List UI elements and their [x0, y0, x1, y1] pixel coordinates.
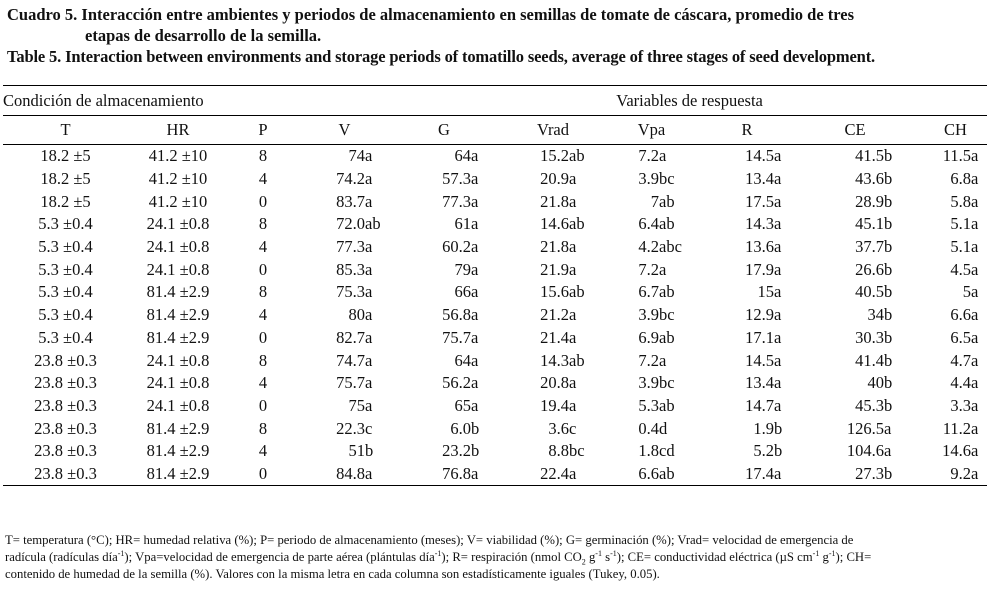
cell-v: 74.2	[336, 169, 366, 189]
cell-rl: a	[774, 237, 782, 257]
cell-cel: b	[884, 169, 893, 189]
cell-ch: 9.2	[910, 463, 971, 486]
cell-vpal: ab	[659, 395, 675, 415]
cell-gl: a	[471, 463, 497, 486]
cell-vpa: 7.2	[638, 259, 660, 279]
col-header-ch: CH	[910, 116, 987, 145]
cell-gl: a	[471, 169, 479, 189]
cell-ce: 104.6	[846, 441, 885, 461]
cell-gl: a	[471, 259, 479, 279]
cell-vrad: 15.6	[540, 282, 570, 302]
cell-ch: 5.1	[950, 237, 972, 257]
cell-p: 4	[258, 237, 268, 257]
cell-vl: ab	[365, 214, 381, 234]
cell-gl: a	[471, 282, 479, 302]
table-row	[3, 145, 987, 168]
cell-vpal: ab	[659, 214, 675, 234]
cell-ce: 37.7	[855, 237, 885, 257]
table-row	[3, 395, 987, 418]
cell-vpal: cd	[659, 441, 675, 461]
cell-ce: 34	[867, 305, 885, 325]
cell-chl: a	[971, 282, 979, 302]
col-header-r: R	[694, 116, 800, 145]
cell-chl: a	[971, 191, 979, 211]
cell-p: 0	[258, 191, 268, 211]
col-header-t: T	[3, 116, 128, 145]
cell-vradl: bc	[569, 441, 585, 461]
cell-vrad: 22.4	[497, 463, 569, 486]
caption-english: Table 5. Interaction between environments and storage periods of tomatillo seeds, average of three stages of seed development.	[7, 47, 876, 66]
cell-cel: a	[884, 441, 892, 461]
cell-vradl: ab	[569, 146, 585, 166]
cell-vl: b	[365, 441, 374, 461]
cell-vpal: a	[659, 350, 667, 370]
cell-ce: 43.6	[855, 169, 885, 189]
cell-gl: a	[471, 373, 479, 393]
cell-t: 5.3 ±0.4	[38, 237, 93, 257]
cell-v: 75	[348, 395, 366, 415]
table-body	[3, 145, 987, 486]
cell-ce: 45.1	[855, 214, 885, 234]
cell-chl: a	[971, 350, 979, 370]
cell-vradl: ab	[569, 282, 585, 302]
cell-v: 74.7	[336, 350, 366, 370]
cell-p: 8	[258, 146, 268, 166]
cell-vl: a	[365, 395, 373, 415]
cell-vrad: 21.4	[540, 327, 570, 347]
cell-g: 75.7	[442, 327, 472, 347]
cell-chl: a	[971, 327, 979, 347]
cell-cel: b	[884, 373, 893, 393]
cell-vradl: a	[569, 305, 577, 325]
cell-ch: 11.2	[942, 418, 972, 438]
cell-ch: 4.7	[950, 350, 972, 370]
cell-hr: 41.2 ±10	[148, 191, 208, 211]
cell-chl: a	[971, 305, 979, 325]
cell-r: 12.9	[745, 305, 775, 325]
cell-chl: a	[971, 146, 979, 166]
cell-r: 17.4	[694, 463, 774, 486]
table-row	[3, 168, 987, 191]
cell-rl: a	[774, 395, 782, 415]
cell-ch: 6.6	[950, 305, 972, 325]
cell-rl: a	[774, 327, 782, 347]
table-row	[3, 190, 987, 213]
cell-p: 8	[258, 214, 268, 234]
cell-gl: a	[471, 395, 479, 415]
table-row	[3, 236, 987, 259]
cell-cel: b	[884, 214, 893, 234]
col-header-v: V	[298, 116, 391, 145]
cell-rl: a	[774, 259, 782, 279]
cell-ce: 30.3	[855, 327, 885, 347]
cell-t: 18.2 ±5	[40, 191, 91, 211]
cell-hr: 81.4 ±2.9	[146, 327, 210, 347]
cell-cel: b	[884, 237, 893, 257]
cell-r: 13.4	[745, 373, 775, 393]
cell-vrad: 14.6	[540, 214, 570, 234]
cell-cel: b	[884, 191, 893, 211]
cell-r: 1.9	[753, 418, 775, 438]
cell-v: 51	[348, 441, 366, 461]
cell-vradl: a	[569, 327, 577, 347]
table-row	[3, 349, 987, 372]
cell-r: 14.5	[745, 350, 775, 370]
cell-t: 23.8 ±0.3	[34, 373, 97, 393]
cell-rl: a	[774, 373, 782, 393]
cell-hr: 24.1 ±0.8	[146, 259, 210, 279]
cell-vpa: 6.4	[638, 214, 660, 234]
cell-ch: 14.6	[942, 441, 972, 461]
cell-vl: a	[365, 237, 373, 257]
cell-rl: b	[774, 418, 783, 438]
cell-vl: a	[365, 373, 373, 393]
cell-v: 80	[348, 305, 366, 325]
cell-vpal: a	[659, 259, 667, 279]
cell-v: 75.7	[336, 373, 366, 393]
cell-vpa: 0.4	[638, 418, 660, 438]
cell-vpa: 7	[650, 191, 660, 211]
cell-vpal: a	[659, 146, 667, 166]
cell-cel: b	[884, 395, 893, 415]
cell-cel: b	[884, 146, 893, 166]
cell-vrad: 20.8	[540, 373, 570, 393]
cell-cel: b	[884, 463, 910, 486]
cell-r: 14.7	[745, 395, 775, 415]
cell-p: 8	[258, 418, 268, 438]
cell-vpal: d	[659, 418, 668, 438]
results-table	[3, 85, 987, 486]
cell-vl: a	[365, 146, 373, 166]
cell-vpa: 1.8	[638, 441, 660, 461]
caption-spanish-line2: etapas de desarrollo de la semilla.	[85, 26, 322, 45]
cell-p: 0	[258, 327, 268, 347]
cell-vpal: ab	[659, 463, 694, 486]
table-caption	[7, 4, 982, 67]
cell-vradl: a	[569, 191, 577, 211]
cell-chl: a	[971, 418, 979, 438]
cell-vrad: 8.8	[548, 441, 570, 461]
table-row	[3, 327, 987, 350]
cell-r: 13.6	[745, 237, 775, 257]
cell-t: 5.3 ±0.4	[38, 214, 93, 234]
cell-vl: a	[365, 259, 373, 279]
table-row	[3, 258, 987, 281]
cell-vpa: 7.2	[638, 350, 660, 370]
cell-v: 83.7	[336, 191, 366, 211]
table-footnote	[5, 532, 985, 583]
cell-gl: a	[471, 305, 479, 325]
cell-gl: b	[471, 441, 480, 461]
cell-r: 17.1	[745, 327, 775, 347]
cell-cel: b	[884, 305, 893, 325]
group-header-variables: Variables de respuesta	[298, 86, 987, 116]
cell-gl: a	[471, 237, 479, 257]
col-header-p: P	[228, 116, 298, 145]
cell-ch: 4.5	[950, 259, 972, 279]
cell-v: 74	[348, 146, 366, 166]
cell-hr: 24.1 ±0.8	[146, 395, 210, 415]
cell-t: 5.3 ±0.4	[38, 282, 93, 302]
cell-t: 23.8 ±0.3	[34, 350, 97, 370]
cell-ch: 5.8	[950, 191, 972, 211]
cell-gl: b	[471, 418, 480, 438]
cell-g: 60.2	[442, 237, 472, 257]
cell-chl: a	[971, 395, 979, 415]
cell-p: 0	[228, 463, 298, 486]
cell-ce: 45.3	[855, 395, 885, 415]
cell-r: 17.5	[745, 191, 775, 211]
cell-r: 14.5	[745, 146, 775, 166]
cell-vrad: 15.2	[540, 146, 570, 166]
cell-vrad: 20.9	[540, 169, 570, 189]
cell-vpa: 7.2	[638, 146, 660, 166]
cell-ce: 28.9	[855, 191, 885, 211]
cell-p: 4	[258, 305, 268, 325]
cell-t: 23.8 ±0.3	[3, 463, 128, 486]
cell-p: 8	[258, 282, 268, 302]
cell-hr: 24.1 ±0.8	[146, 350, 210, 370]
group-header-row	[3, 86, 987, 116]
cell-hr: 81.4 ±2.9	[128, 463, 228, 486]
cell-hr: 81.4 ±2.9	[146, 305, 210, 325]
cell-ce: 40.5	[855, 282, 885, 302]
cell-t: 5.3 ±0.4	[38, 327, 93, 347]
cell-vl: a	[365, 191, 373, 211]
cell-g: 23.2	[442, 441, 472, 461]
cell-hr: 24.1 ±0.8	[146, 237, 210, 257]
cell-chl: a	[971, 441, 979, 461]
cell-ch: 6.5	[950, 327, 972, 347]
cell-vpa: 6.7	[638, 282, 660, 302]
cell-t: 23.8 ±0.3	[34, 418, 97, 438]
cell-rl: a	[774, 214, 782, 234]
cell-vradl: a	[569, 373, 577, 393]
cell-g: 56.2	[442, 373, 472, 393]
cell-ch: 6.8	[950, 169, 972, 189]
table-row	[3, 440, 987, 463]
cell-hr: 24.1 ±0.8	[146, 214, 210, 234]
cell-g: 77.3	[442, 191, 472, 211]
cell-p: 0	[258, 395, 268, 415]
cell-ch: 4.4	[950, 373, 972, 393]
cell-g: 57.3	[442, 169, 472, 189]
cell-chl: a	[971, 373, 979, 393]
footnote-line3: contenido de humedad de la semilla (%). Valores con la misma letra en cada columna son estadísticamente iguales (Tukey, 0.05).	[5, 567, 660, 581]
cell-rl: a	[774, 191, 782, 211]
cell-ce: 41.4	[855, 350, 885, 370]
cell-vpa: 4.2	[638, 237, 660, 257]
cell-rl: b	[774, 441, 783, 461]
cell-vrad: 21.8	[540, 237, 570, 257]
cell-vrad: 21.9	[540, 259, 570, 279]
cell-r: 13.4	[745, 169, 775, 189]
cell-vradl: c	[569, 418, 577, 438]
cell-t: 18.2 ±5	[40, 169, 91, 189]
cell-r: 14.3	[745, 214, 775, 234]
cell-vradl: a	[569, 463, 609, 486]
cell-t: 23.8 ±0.3	[34, 395, 97, 415]
cell-v: 77.3	[336, 237, 366, 257]
cell-ch: 5	[962, 282, 972, 302]
cell-gl: a	[471, 146, 479, 166]
col-header-vrad: Vrad	[497, 116, 609, 145]
cell-g: 65	[454, 395, 472, 415]
cell-vl: a	[365, 350, 373, 370]
cell-vrad: 21.2	[540, 305, 570, 325]
cell-cel: a	[884, 418, 892, 438]
cell-ce: 27.3	[800, 463, 884, 486]
cell-hr: 81.4 ±2.9	[146, 418, 210, 438]
cell-vpal: ab	[659, 327, 675, 347]
cell-vradl: ab	[569, 350, 585, 370]
cell-vpa: 3.9	[638, 169, 660, 189]
cell-r: 17.9	[745, 259, 775, 279]
cell-ce: 126.5	[846, 418, 885, 438]
cell-cel: b	[884, 282, 893, 302]
cell-r: 15	[757, 282, 775, 302]
cell-p: 4	[258, 441, 268, 461]
cell-v: 22.3	[336, 418, 366, 438]
cell-g: 6.0	[450, 418, 472, 438]
cell-vradl: a	[569, 237, 577, 257]
cell-hr: 24.1 ±0.8	[146, 373, 210, 393]
cell-v: 85.3	[336, 259, 366, 279]
cell-vpal: ab	[659, 191, 675, 211]
cell-vpa: 3.9	[638, 373, 660, 393]
cell-cel: b	[884, 350, 893, 370]
cell-vpal: bc	[659, 169, 675, 189]
cell-cel: b	[884, 259, 893, 279]
cell-ch: 5.1	[950, 214, 972, 234]
table-row	[3, 372, 987, 395]
cell-t: 23.8 ±0.3	[34, 441, 97, 461]
footnote-line1: T= temperatura (°C); HR= humedad relativa (%); P= periodo de almacenamiento (meses); V= viabilidad (%); G= germinación (%); Vrad= velocidad de emergencia de	[5, 533, 854, 547]
cell-vpal: bc	[659, 373, 675, 393]
cell-vrad: 14.3	[540, 350, 570, 370]
cell-rl: a	[774, 350, 782, 370]
cell-vpa: 3.9	[638, 305, 660, 325]
cell-g: 66	[454, 282, 472, 302]
cell-v: 75.3	[336, 282, 366, 302]
cell-vl: a	[365, 169, 373, 189]
cell-v: 82.7	[336, 327, 366, 347]
cell-hr: 41.2 ±10	[148, 169, 208, 189]
cell-p: 8	[258, 350, 268, 370]
table-row	[3, 417, 987, 440]
cell-vl: a	[365, 463, 391, 486]
cell-ce: 26.6	[855, 259, 885, 279]
cell-vradl: a	[569, 259, 577, 279]
table-row	[3, 213, 987, 236]
cell-ce: 40	[867, 373, 885, 393]
cell-g: 64	[454, 146, 472, 166]
cell-hr: 81.4 ±2.9	[146, 441, 210, 461]
column-header-row	[3, 116, 987, 145]
cell-g: 56.8	[442, 305, 472, 325]
cell-chl: a	[971, 169, 979, 189]
cell-p: 0	[258, 259, 268, 279]
cell-rl: a	[774, 282, 782, 302]
cell-p: 4	[258, 373, 268, 393]
col-header-ce: CE	[800, 116, 910, 145]
cell-rl: a	[774, 146, 782, 166]
cell-ch: 3.3	[950, 395, 972, 415]
cell-hr: 41.2 ±10	[148, 146, 208, 166]
cell-vpa: 5.3	[638, 395, 660, 415]
cell-vl: c	[365, 418, 373, 438]
cell-hr: 81.4 ±2.9	[146, 282, 210, 302]
cell-ce: 41.5	[855, 146, 885, 166]
cell-cel: b	[884, 327, 893, 347]
col-header-hr: HR	[128, 116, 228, 145]
col-header-vpa: Vpa	[609, 116, 694, 145]
cell-chl: a	[971, 463, 987, 486]
cell-rl: a	[774, 169, 782, 189]
cell-t: 5.3 ±0.4	[38, 259, 93, 279]
cell-vl: a	[365, 327, 373, 347]
cell-vl: a	[365, 282, 373, 302]
cell-ch: 11.5	[942, 146, 972, 166]
cell-gl: a	[471, 191, 479, 211]
cell-v: 72.0	[336, 214, 366, 234]
cell-vpal: abc	[659, 237, 682, 257]
cell-chl: a	[971, 237, 979, 257]
cell-p: 4	[258, 169, 268, 189]
cell-gl: a	[471, 327, 479, 347]
cell-vpal: bc	[659, 305, 675, 325]
cell-v: 84.8	[298, 463, 365, 486]
cell-gl: a	[471, 214, 479, 234]
cell-vpal: ab	[659, 282, 675, 302]
cell-rl: a	[774, 463, 800, 486]
cell-vradl: a	[569, 395, 577, 415]
cell-vpa: 6.6	[609, 463, 659, 486]
group-header-storage: Condición de almacenamiento	[3, 86, 298, 116]
cell-g: 64	[454, 350, 472, 370]
table-row	[3, 281, 987, 304]
cell-r: 5.2	[753, 441, 775, 461]
footnote-line2: radícula (radículas día$^{-1}$); Vpa=velocidad de emergencia de parte aérea (plántulas día$^{-1}$); R= respiración (nmol $CO_2$ $g^{-1}$ $s^{-1}$); CE= conductividad eléctrica (µS $cm^{-1}$ $g^{-1}$); CH=	[5, 548, 872, 567]
cell-chl: a	[971, 259, 979, 279]
cell-vrad: 21.8	[540, 191, 570, 211]
table-row	[3, 304, 987, 327]
cell-vrad: 3.6	[548, 418, 570, 438]
caption-spanish-line1: Cuadro 5. Interacción entre ambientes y periodos de almacenamiento en semillas de tomate de cáscara, promedio de tres	[7, 5, 855, 24]
cell-t: 5.3 ±0.4	[38, 305, 93, 325]
cell-g: 76.8	[391, 463, 471, 486]
col-header-g: G	[391, 116, 497, 145]
cell-vradl: a	[569, 169, 577, 189]
cell-g: 61	[454, 214, 472, 234]
cell-vrad: 19.4	[540, 395, 570, 415]
cell-g: 79	[454, 259, 472, 279]
cell-vpa: 6.9	[638, 327, 660, 347]
cell-t: 18.2 ±5	[40, 146, 91, 166]
cell-gl: a	[471, 350, 479, 370]
cell-chl: a	[971, 214, 979, 234]
cell-vradl: ab	[569, 214, 585, 234]
cell-vl: a	[365, 305, 373, 325]
cell-rl: a	[774, 305, 782, 325]
table-row	[3, 463, 987, 486]
